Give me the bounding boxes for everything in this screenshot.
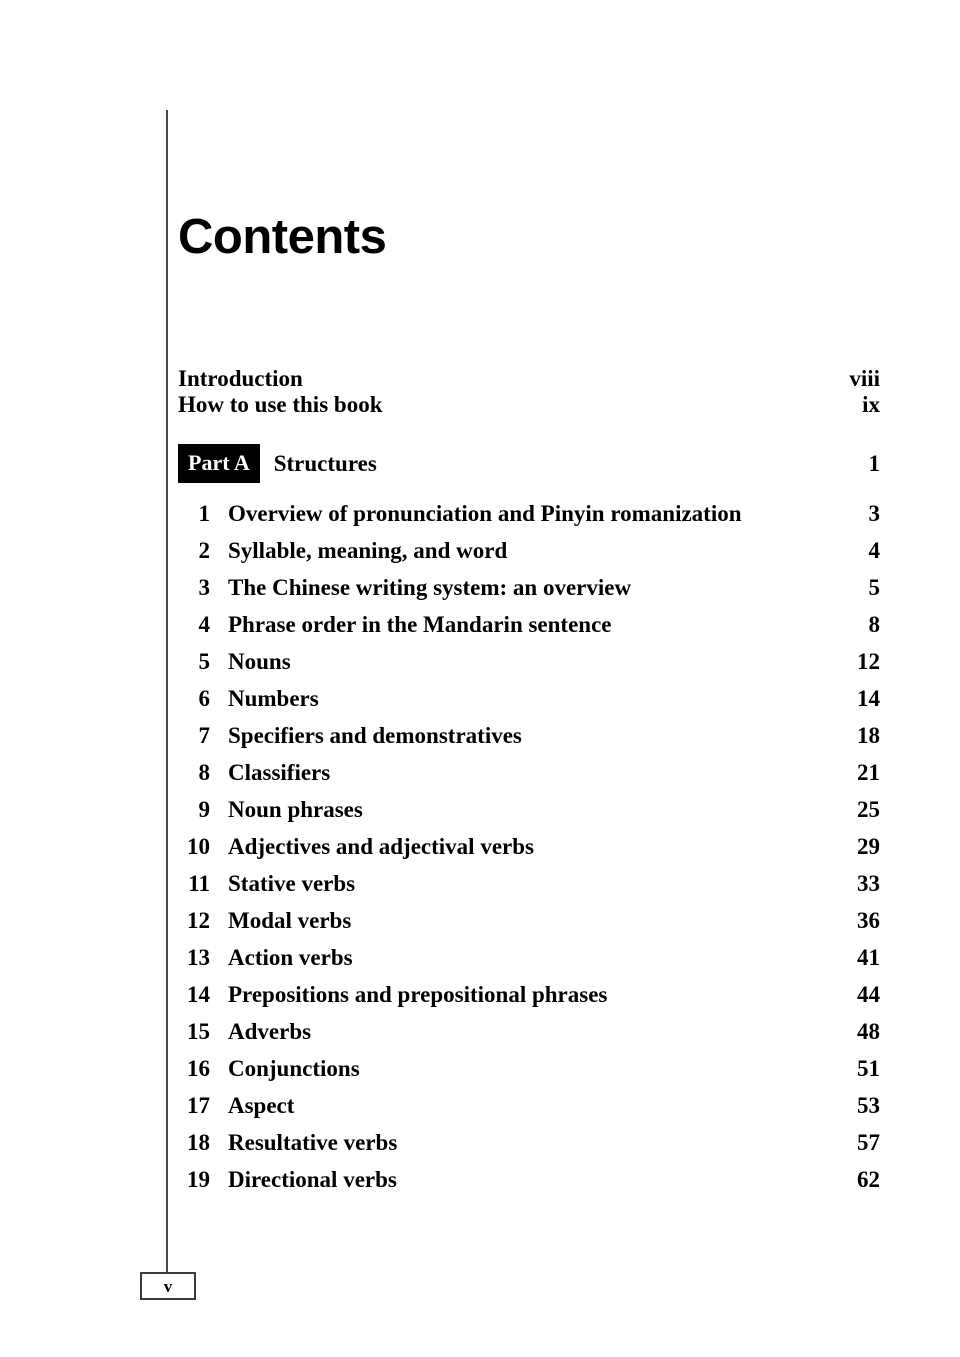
table-row[interactable]	[178, 686, 880, 712]
frontmatter-row[interactable]	[178, 392, 880, 418]
part-heading[interactable]	[178, 444, 880, 483]
part-tag-badge: Part A	[178, 444, 260, 483]
table-row[interactable]	[178, 575, 880, 601]
table-row[interactable]	[178, 649, 880, 675]
chapter-title: Noun phrases	[228, 797, 363, 822]
table-row[interactable]	[178, 834, 880, 860]
table-row[interactable]	[178, 723, 880, 749]
folio-number: v	[163, 1276, 173, 1296]
frontmatter-row[interactable]	[178, 366, 880, 392]
frontmatter-label: How to use this book	[178, 392, 383, 417]
chapter-list	[178, 501, 880, 1193]
page-margin-rule	[166, 110, 168, 1273]
frontmatter-list	[178, 366, 880, 418]
chapter-number: 17	[187, 1093, 210, 1118]
table-row[interactable]	[178, 760, 880, 786]
chapter-page-number: 5	[868, 575, 880, 600]
table-row[interactable]	[178, 612, 880, 638]
chapter-title: Aspect	[228, 1093, 295, 1118]
chapter-page-number: 51	[857, 1056, 880, 1081]
chapter-title: Directional verbs	[228, 1167, 397, 1192]
chapter-title: Adverbs	[228, 1019, 312, 1044]
chapter-page-number: 62	[857, 1167, 880, 1192]
chapter-title: Conjunctions	[228, 1056, 360, 1081]
frontmatter-page-number: viii	[849, 366, 880, 391]
chapter-page-number: 53	[857, 1093, 880, 1118]
chapter-number: 15	[187, 1019, 210, 1044]
table-row[interactable]	[178, 1093, 880, 1119]
folio-box	[140, 1272, 196, 1300]
chapter-title: Adjectives and adjectival verbs	[228, 834, 534, 859]
chapter-title: Resultative verbs	[228, 1130, 398, 1155]
chapter-number: 4	[198, 612, 210, 637]
chapter-page-number: 48	[857, 1019, 880, 1044]
table-row[interactable]	[178, 538, 880, 564]
part-title: Structures	[273, 451, 377, 476]
chapter-title: Classifiers	[228, 760, 331, 785]
chapter-title: The Chinese writing system: an overview	[228, 575, 632, 600]
table-row[interactable]	[178, 871, 880, 897]
chapter-title: Phrase order in the Mandarin sentence	[228, 612, 612, 637]
chapter-page-number: 21	[857, 760, 880, 785]
table-row[interactable]	[178, 945, 880, 971]
table-row[interactable]	[178, 1056, 880, 1082]
chapter-number: 8	[198, 760, 210, 785]
chapter-title: Syllable, meaning, and word	[228, 538, 508, 563]
chapter-page-number: 57	[857, 1130, 880, 1155]
chapter-title: Stative verbs	[228, 871, 356, 896]
chapter-number: 9	[198, 797, 210, 822]
chapter-title: Modal verbs	[228, 908, 352, 933]
chapter-page-number: 4	[868, 538, 880, 563]
chapter-title: Prepositions and prepositional phrases	[228, 982, 608, 1007]
chapter-title: Nouns	[228, 649, 291, 674]
part-page-number: 1	[868, 451, 880, 476]
frontmatter-page-number: ix	[862, 392, 880, 417]
chapter-number: 13	[187, 945, 210, 970]
table-row[interactable]	[178, 797, 880, 823]
chapter-number: 5	[198, 649, 210, 674]
table-row[interactable]	[178, 1130, 880, 1156]
chapter-title: Numbers	[228, 686, 319, 711]
chapter-number: 2	[198, 538, 210, 563]
table-row[interactable]	[178, 908, 880, 934]
chapter-page-number: 41	[857, 945, 880, 970]
table-row[interactable]	[178, 1167, 880, 1193]
chapter-page-number: 44	[857, 982, 880, 1007]
chapter-title: Specifiers and demonstratives	[228, 723, 522, 748]
chapter-number: 19	[187, 1167, 210, 1192]
chapter-page-number: 14	[857, 686, 880, 711]
chapter-number: 14	[187, 982, 210, 1007]
chapter-number: 1	[198, 501, 210, 526]
chapter-number: 11	[188, 871, 210, 896]
chapter-page-number: 36	[857, 908, 880, 933]
chapter-page-number: 12	[857, 649, 880, 674]
chapter-number: 6	[198, 686, 210, 711]
chapter-page-number: 18	[857, 723, 880, 748]
page-title: Contents	[178, 210, 387, 264]
chapter-title: Overview of pronunciation and Pinyin romanization	[228, 501, 742, 526]
chapter-title: Action verbs	[228, 945, 353, 970]
chapter-number: 3	[198, 575, 210, 600]
chapter-page-number: 29	[857, 834, 880, 859]
chapter-number: 7	[198, 723, 210, 748]
frontmatter-label: Introduction	[178, 366, 303, 391]
table-row[interactable]	[178, 982, 880, 1008]
chapter-number: 18	[187, 1130, 210, 1155]
chapter-page-number: 3	[868, 501, 880, 526]
table-row[interactable]	[178, 501, 880, 527]
chapter-number: 12	[187, 908, 210, 933]
content-column	[178, 0, 880, 1204]
chapter-page-number: 8	[868, 612, 880, 637]
chapter-number: 16	[187, 1056, 210, 1081]
chapter-page-number: 25	[857, 797, 880, 822]
chapter-number: 10	[187, 834, 210, 859]
chapter-page-number: 33	[857, 871, 880, 896]
table-row[interactable]	[178, 1019, 880, 1045]
